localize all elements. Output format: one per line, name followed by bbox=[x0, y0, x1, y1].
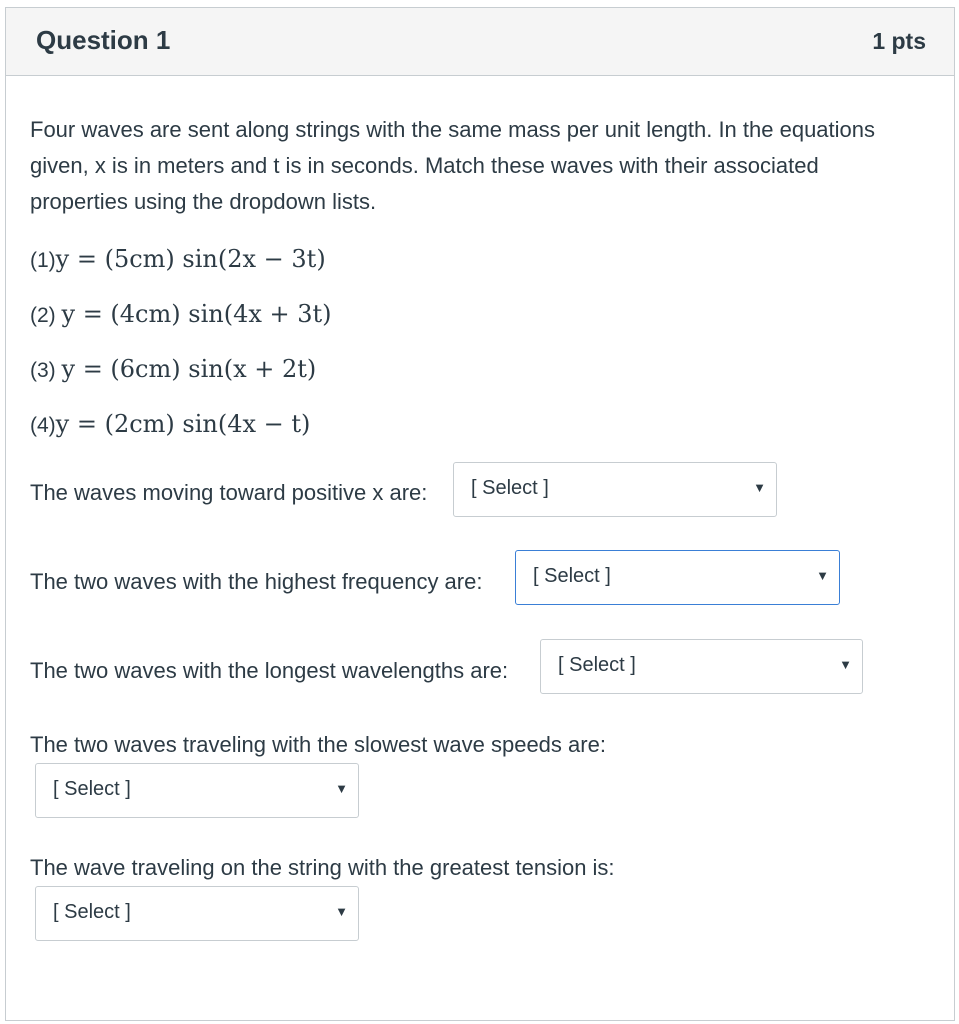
equation-number: (2) bbox=[30, 304, 62, 327]
equation-number: (3) bbox=[30, 359, 62, 382]
question-title: Question 1 bbox=[36, 25, 171, 55]
equation-math: y = (4cm) sin(4x + 3t) bbox=[61, 300, 332, 328]
prompt-greatest-tension: The wave traveling on the string with the greatest tension is: bbox=[30, 855, 615, 880]
prompt-highest-frequency: The two waves with the highest frequency are: bbox=[30, 569, 483, 594]
equation-math: y = (6cm) sin(x + 2t) bbox=[61, 355, 317, 383]
select-greatest-tension[interactable] bbox=[35, 886, 359, 941]
select-label: [ Select ] bbox=[471, 477, 549, 499]
caret-down-icon: ▼ bbox=[335, 781, 348, 796]
equation-number: (1) bbox=[30, 249, 56, 272]
equation-1 bbox=[30, 245, 326, 274]
equation-3 bbox=[30, 355, 316, 384]
equation-4 bbox=[30, 410, 310, 439]
select-label: [ Select ] bbox=[53, 778, 131, 800]
select-longest-wavelengths[interactable] bbox=[540, 639, 863, 694]
prompt-longest-wavelengths: The two waves with the longest wavelengths are: bbox=[30, 658, 509, 683]
question-header bbox=[6, 8, 954, 76]
select-positive-x[interactable] bbox=[453, 462, 777, 517]
prompt-positive-x: The waves moving toward positive x are: bbox=[30, 480, 428, 505]
equation-math: y = (5cm) sin(2x − 3t) bbox=[55, 245, 326, 273]
select-highest-frequency[interactable] bbox=[515, 550, 840, 605]
select-slowest-speeds[interactable] bbox=[35, 763, 359, 818]
question-intro: Four waves are sent along strings with the same mass per unit length. In the equations given, x is in meters and t is in seconds. Match these waves with their associated properties using the dropdown lists. bbox=[30, 117, 876, 214]
prompt-slowest-speeds: The two waves traveling with the slowest wave speeds are: bbox=[30, 732, 606, 757]
select-label: [ Select ] bbox=[558, 654, 636, 676]
caret-down-icon: ▼ bbox=[816, 568, 829, 583]
equation-math: y = (2cm) sin(4x − t) bbox=[55, 410, 311, 438]
caret-down-icon: ▼ bbox=[335, 904, 348, 919]
caret-down-icon: ▼ bbox=[839, 657, 852, 672]
select-label: [ Select ] bbox=[53, 901, 131, 923]
question-points: 1 pts bbox=[872, 28, 926, 54]
equation-number: (4) bbox=[30, 414, 56, 437]
equation-2 bbox=[30, 300, 332, 329]
select-label: [ Select ] bbox=[533, 565, 611, 587]
caret-down-icon: ▼ bbox=[753, 480, 766, 495]
